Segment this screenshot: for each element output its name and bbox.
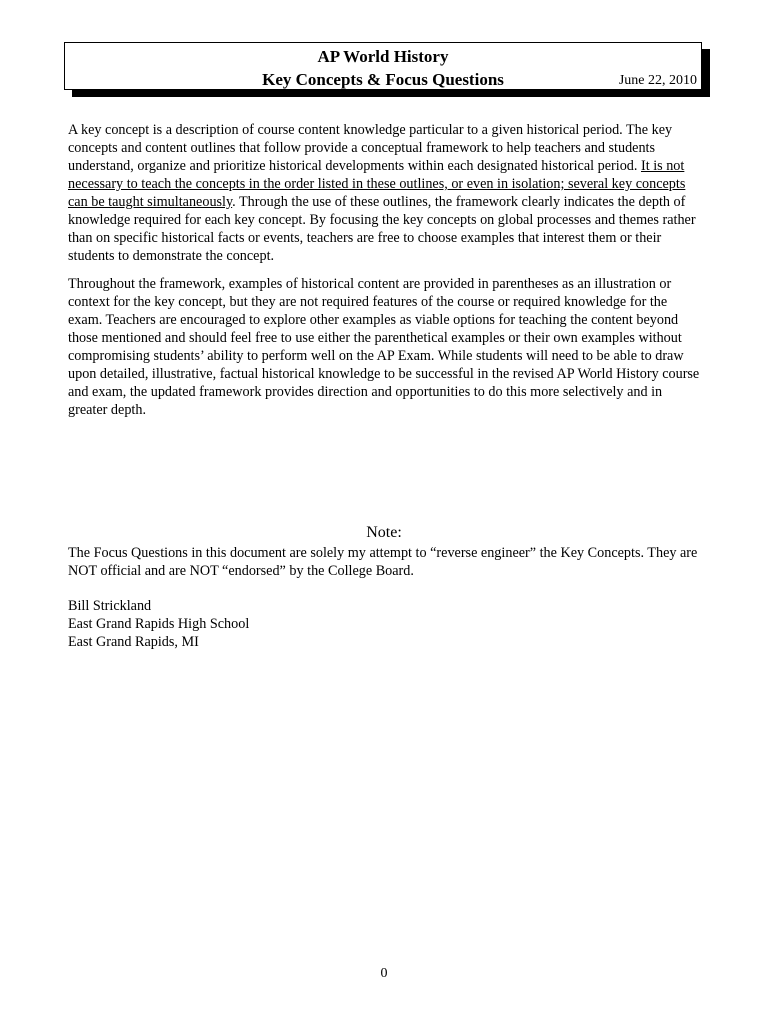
document-subtitle: Key Concepts & Focus Questions: [262, 70, 504, 89]
signature-name: Bill Strickland: [68, 598, 152, 614]
signature-block: [68, 597, 249, 651]
note-title: Note:: [366, 524, 402, 541]
document-title: AP World History: [317, 47, 449, 66]
document-date: June 22, 2010: [618, 73, 697, 88]
intro-paragraph-1: [68, 121, 704, 265]
intro-section: [68, 121, 704, 419]
intro-paragraph-1-start: A key concept is a description of course content knowledge particular to a given historical period. The key concepts and content outlines that follow provide a conceptual framework to help teachers and students understand, organize and prioritize historical developments within each designated historical period.: [68, 122, 673, 174]
signature-location: East Grand Rapids, MI: [68, 634, 199, 650]
document-header: [64, 42, 702, 90]
intro-paragraph-2: Throughout the framework, examples of historical content are provided in parentheses as an illustration or context for the key concept, but they are not required features of the course or required knowledge for the exam. Teachers are encouraged to explore other examples as viable options for teaching the content beyond those mentioned and should feel free to use either the parenthetical examples or their own examples without compromising students’ ability to perform well on the AP Exam. While students will need to be able to draw upon detailed, illustrative, factual historical knowledge to be successful in the revised AP World History course and exam, the updated framework provides direction and opportunities to do this more selectively and in greater depth.: [68, 276, 700, 418]
intro-paragraph-1-end: . Through the use of these outlines, the framework clearly indicates the depth of knowledge required for each key concept. By focusing the key concepts on global processes and themes rather than on specific historical facts or events, teachers are free to choose examples that interest them or their students to demonstrate the concept.: [68, 194, 696, 264]
signature-school: East Grand Rapids High School: [68, 616, 250, 632]
intro-paragraph-1-underlined: It is not necessary to teach the concepts in the order listed in these outlines, or even in isolation; several key concepts can be taught simultaneously: [68, 158, 686, 210]
note-body: The Focus Questions in this document are solely my attempt to “reverse engineer” the Key Concepts. They are NOT official and are NOT “endorsed” by the College Board.: [68, 545, 698, 579]
page-number: 0: [380, 966, 388, 981]
